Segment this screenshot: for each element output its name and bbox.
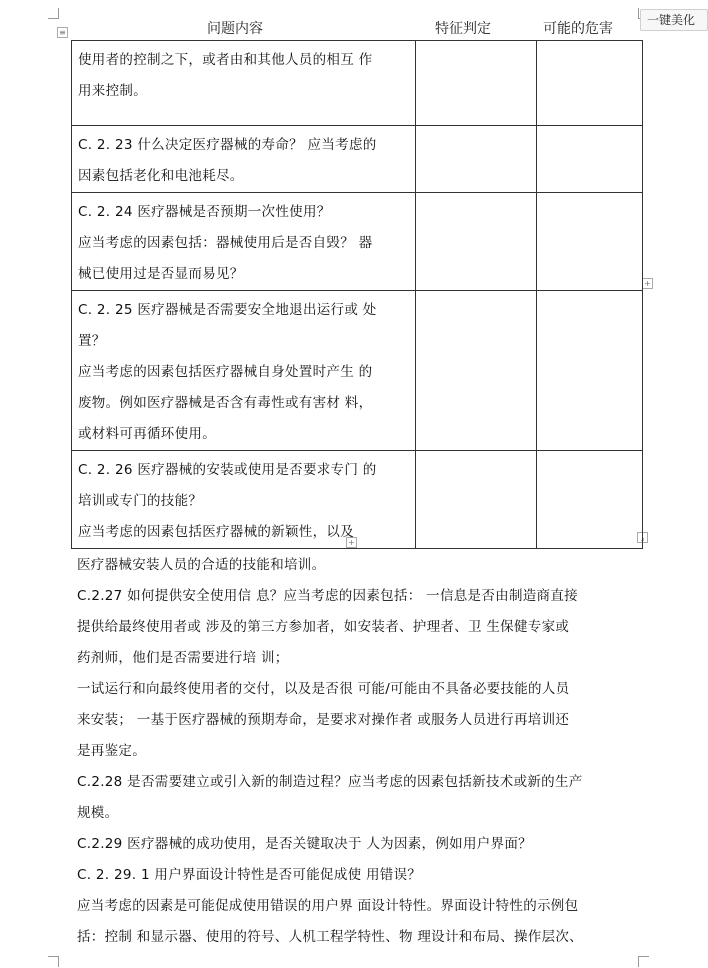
table-row bbox=[72, 451, 643, 549]
feature-cell[interactable] bbox=[416, 291, 537, 451]
assessment-table bbox=[71, 40, 643, 549]
question-line: C. 2. 23 什么决定医疗器械的寿命？ 应当考虑的 bbox=[78, 137, 377, 153]
table-row bbox=[72, 193, 643, 291]
body-line: 括：控制 和显示器、使用的符号、人机工程学特性、物 理设计和布局、操作层次、 bbox=[77, 929, 583, 945]
question-cell[interactable] bbox=[72, 126, 416, 193]
table-row bbox=[72, 291, 643, 451]
feature-cell[interactable] bbox=[416, 193, 537, 291]
add-row-handle-icon[interactable]: + bbox=[346, 537, 357, 548]
body-line: 医疗器械安装人员的合适的技能和培训。 bbox=[77, 557, 326, 573]
question-line: 培训或专门的技能？ bbox=[78, 493, 203, 509]
question-line: 应当考虑的因素包括医疗器械的新颖性，以及 bbox=[78, 524, 354, 540]
column-header-feature: 特征判定 bbox=[435, 21, 491, 37]
question-line: 应当考虑的因素包括：器械使用后是否自毁？ 器 bbox=[78, 235, 373, 251]
body-line: C.2.28 是否需要建立或引入新的制造过程？应当考虑的因素包括新技术或新的生产 bbox=[77, 774, 583, 790]
table-resize-handle-icon[interactable]: ⌟ bbox=[637, 532, 648, 543]
question-line: 因素包括老化和电池耗尽。 bbox=[78, 168, 244, 184]
body-line: 提供给最终使用者或 涉及的第三方参加者，如安装者、护理者、卫 生保健专家或 bbox=[77, 619, 570, 635]
page-corner-mark-bottom-left bbox=[48, 956, 59, 967]
page-corner-mark-bottom-right bbox=[638, 956, 649, 967]
document-body bbox=[77, 550, 637, 953]
beautify-button-label: 一键美化 bbox=[647, 13, 696, 27]
feature-cell[interactable] bbox=[416, 451, 537, 549]
question-cell[interactable] bbox=[72, 41, 416, 126]
question-line: 械已使用过是否显而易见？ bbox=[78, 266, 244, 282]
body-line: 药剂师，他们是否需要进行培 训； bbox=[77, 650, 289, 666]
question-line: C. 2. 26 医疗器械的安装或使用是否要求专门 的 bbox=[78, 462, 377, 478]
question-line: 使用者的控制之下，或者由和其他人员的相互 作 bbox=[78, 52, 373, 68]
question-line: 置？ bbox=[78, 333, 106, 349]
hazard-cell[interactable] bbox=[537, 291, 643, 451]
hazard-cell[interactable] bbox=[537, 451, 643, 549]
question-line: 或材料可再循环使用。 bbox=[78, 426, 216, 442]
body-line: 规模。 bbox=[77, 805, 119, 821]
table-row bbox=[72, 41, 643, 126]
question-line: 应当考虑的因素包括医疗器械自身处置时产生 的 bbox=[78, 364, 373, 380]
body-line: 一试运行和向最终使用者的交付，以及是否很 可能/可能由不具备必要技能的人员 bbox=[77, 681, 570, 697]
column-header-question: 问题内容 bbox=[207, 21, 263, 37]
table-row bbox=[72, 126, 643, 193]
page-corner-mark-top-left bbox=[48, 8, 59, 19]
question-cell[interactable] bbox=[72, 291, 416, 451]
hazard-cell[interactable] bbox=[537, 41, 643, 126]
hazard-cell[interactable] bbox=[537, 193, 643, 291]
add-column-handle-icon[interactable]: + bbox=[642, 278, 653, 289]
question-cell[interactable] bbox=[72, 451, 416, 549]
body-line: 来安装； 一基于医疗器械的预期寿命，是要求对操作者 或服务人员进行再培训还 bbox=[77, 712, 570, 728]
question-cell[interactable] bbox=[72, 193, 416, 291]
beautify-button[interactable] bbox=[640, 9, 708, 31]
question-line: 废物。例如医疗器械是否含有毒性或有害材 料， bbox=[78, 395, 373, 411]
question-line: 用来控制。 bbox=[78, 83, 147, 99]
body-line: 应当考虑的因素是可能促成使用错误的用户界 面设计特性。界面设计特性的示例包 bbox=[77, 898, 579, 914]
feature-cell[interactable] bbox=[416, 41, 537, 126]
question-line: C. 2. 24 医疗器械是否预期一次性使用？ bbox=[78, 204, 331, 220]
hazard-cell[interactable] bbox=[537, 126, 643, 193]
feature-cell[interactable] bbox=[416, 126, 537, 193]
column-header-hazard: 可能的危害 bbox=[543, 21, 613, 37]
body-line: C.2.29 医疗器械的成功使用，是否关键取决于 人为因素，例如用户界面？ bbox=[77, 836, 532, 852]
body-line: 是再鉴定。 bbox=[77, 743, 146, 759]
question-line: C. 2. 25 医疗器械是否需要安全地退出运行或 处 bbox=[78, 302, 377, 318]
body-line: C. 2. 29. 1 用户界面设计特性是否可能促成使 用错误？ bbox=[77, 867, 422, 883]
body-line: C.2.27 如何提供安全使用信 息？应当考虑的因素包括： 一信息是否由制造商直接 bbox=[77, 588, 578, 604]
table-move-handle-icon[interactable]: ≡ bbox=[57, 27, 68, 38]
